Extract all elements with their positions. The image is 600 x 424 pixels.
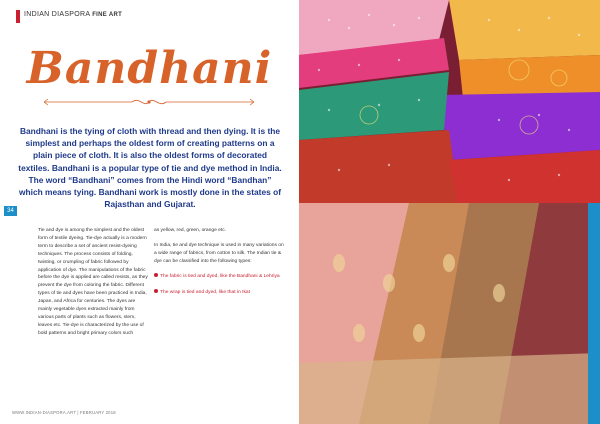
- title-ornament: [44, 96, 254, 108]
- bullet-icon: [154, 273, 158, 277]
- bullet-text: The wrap is tied and dyed, like that in Ikat: [160, 289, 250, 295]
- page-footer: WWW.INDIAN-DIASPORA.ART | FEBRUARY 2018: [12, 410, 116, 415]
- bullet-item: [154, 289, 286, 297]
- body-column-1: [38, 227, 150, 338]
- bullet-item: [154, 273, 286, 281]
- title-block: [0, 44, 299, 94]
- saree-photo: [299, 203, 600, 424]
- folded-fabric-photo: [299, 0, 600, 203]
- bullet-text: The fabric is tied and dyed, like the Bandhani & Lehriya: [160, 273, 280, 279]
- body-text: Tie and dye is among the simplest and the oldest form of textile dyeing. Tie-dye actually is a modern term to describe a set of ancient resist-dyeing techniques. The process consists of folding, twisting, or crumpling of fabric followed by application of dye. The manipulations of the fabric before the dye is applied are called resists, as they prevent the dye from coloring the fabric. Different types of tie and dyes have been practiced in India, Japan, and Africa for centuries. The dyes are mainly vegetable dyes extracted mainly from various parts of plants such as flowers, stem, leaves etc. Tie-dye is characterized by the use of bold patterns and bright primary colors such: [38, 228, 148, 336]
- accent-strip: [588, 203, 600, 424]
- page-number: 34: [4, 206, 17, 216]
- bullet-icon: [154, 289, 158, 293]
- subsection-name: FINE ART: [92, 12, 123, 18]
- section-name: INDIAN DIASPORA: [24, 11, 90, 18]
- right-page: [299, 0, 600, 424]
- body-text-types: In India, tie and dye technique is used in many variations on a wide range of fabrics, from cotton to silk. The Indian tie & dye can be classified into the following types:: [154, 242, 284, 264]
- left-page: [0, 0, 299, 424]
- body-text-continued: as yellow, red, green, orange etc.: [154, 228, 227, 233]
- section-header: [24, 11, 122, 18]
- intro-paragraph: Bandhani is the tying of cloth with thread and then dying. It is the simplest and perhaps the oldest form of creating patterns on a plain piece of cloth. It is also the oldest forms of decorated textiles. Bandhani is a popular type of tie and dye method in India. The word “Bandhani” comes from the Hindi word “Bandhan” which means tying. Bandhani work is mostly done in the states of Rajasthan and Gujarat.: [18, 126, 282, 210]
- body-column-2: [154, 227, 286, 304]
- section-marker: [16, 10, 20, 23]
- page-title: Bandhani: [26, 43, 273, 94]
